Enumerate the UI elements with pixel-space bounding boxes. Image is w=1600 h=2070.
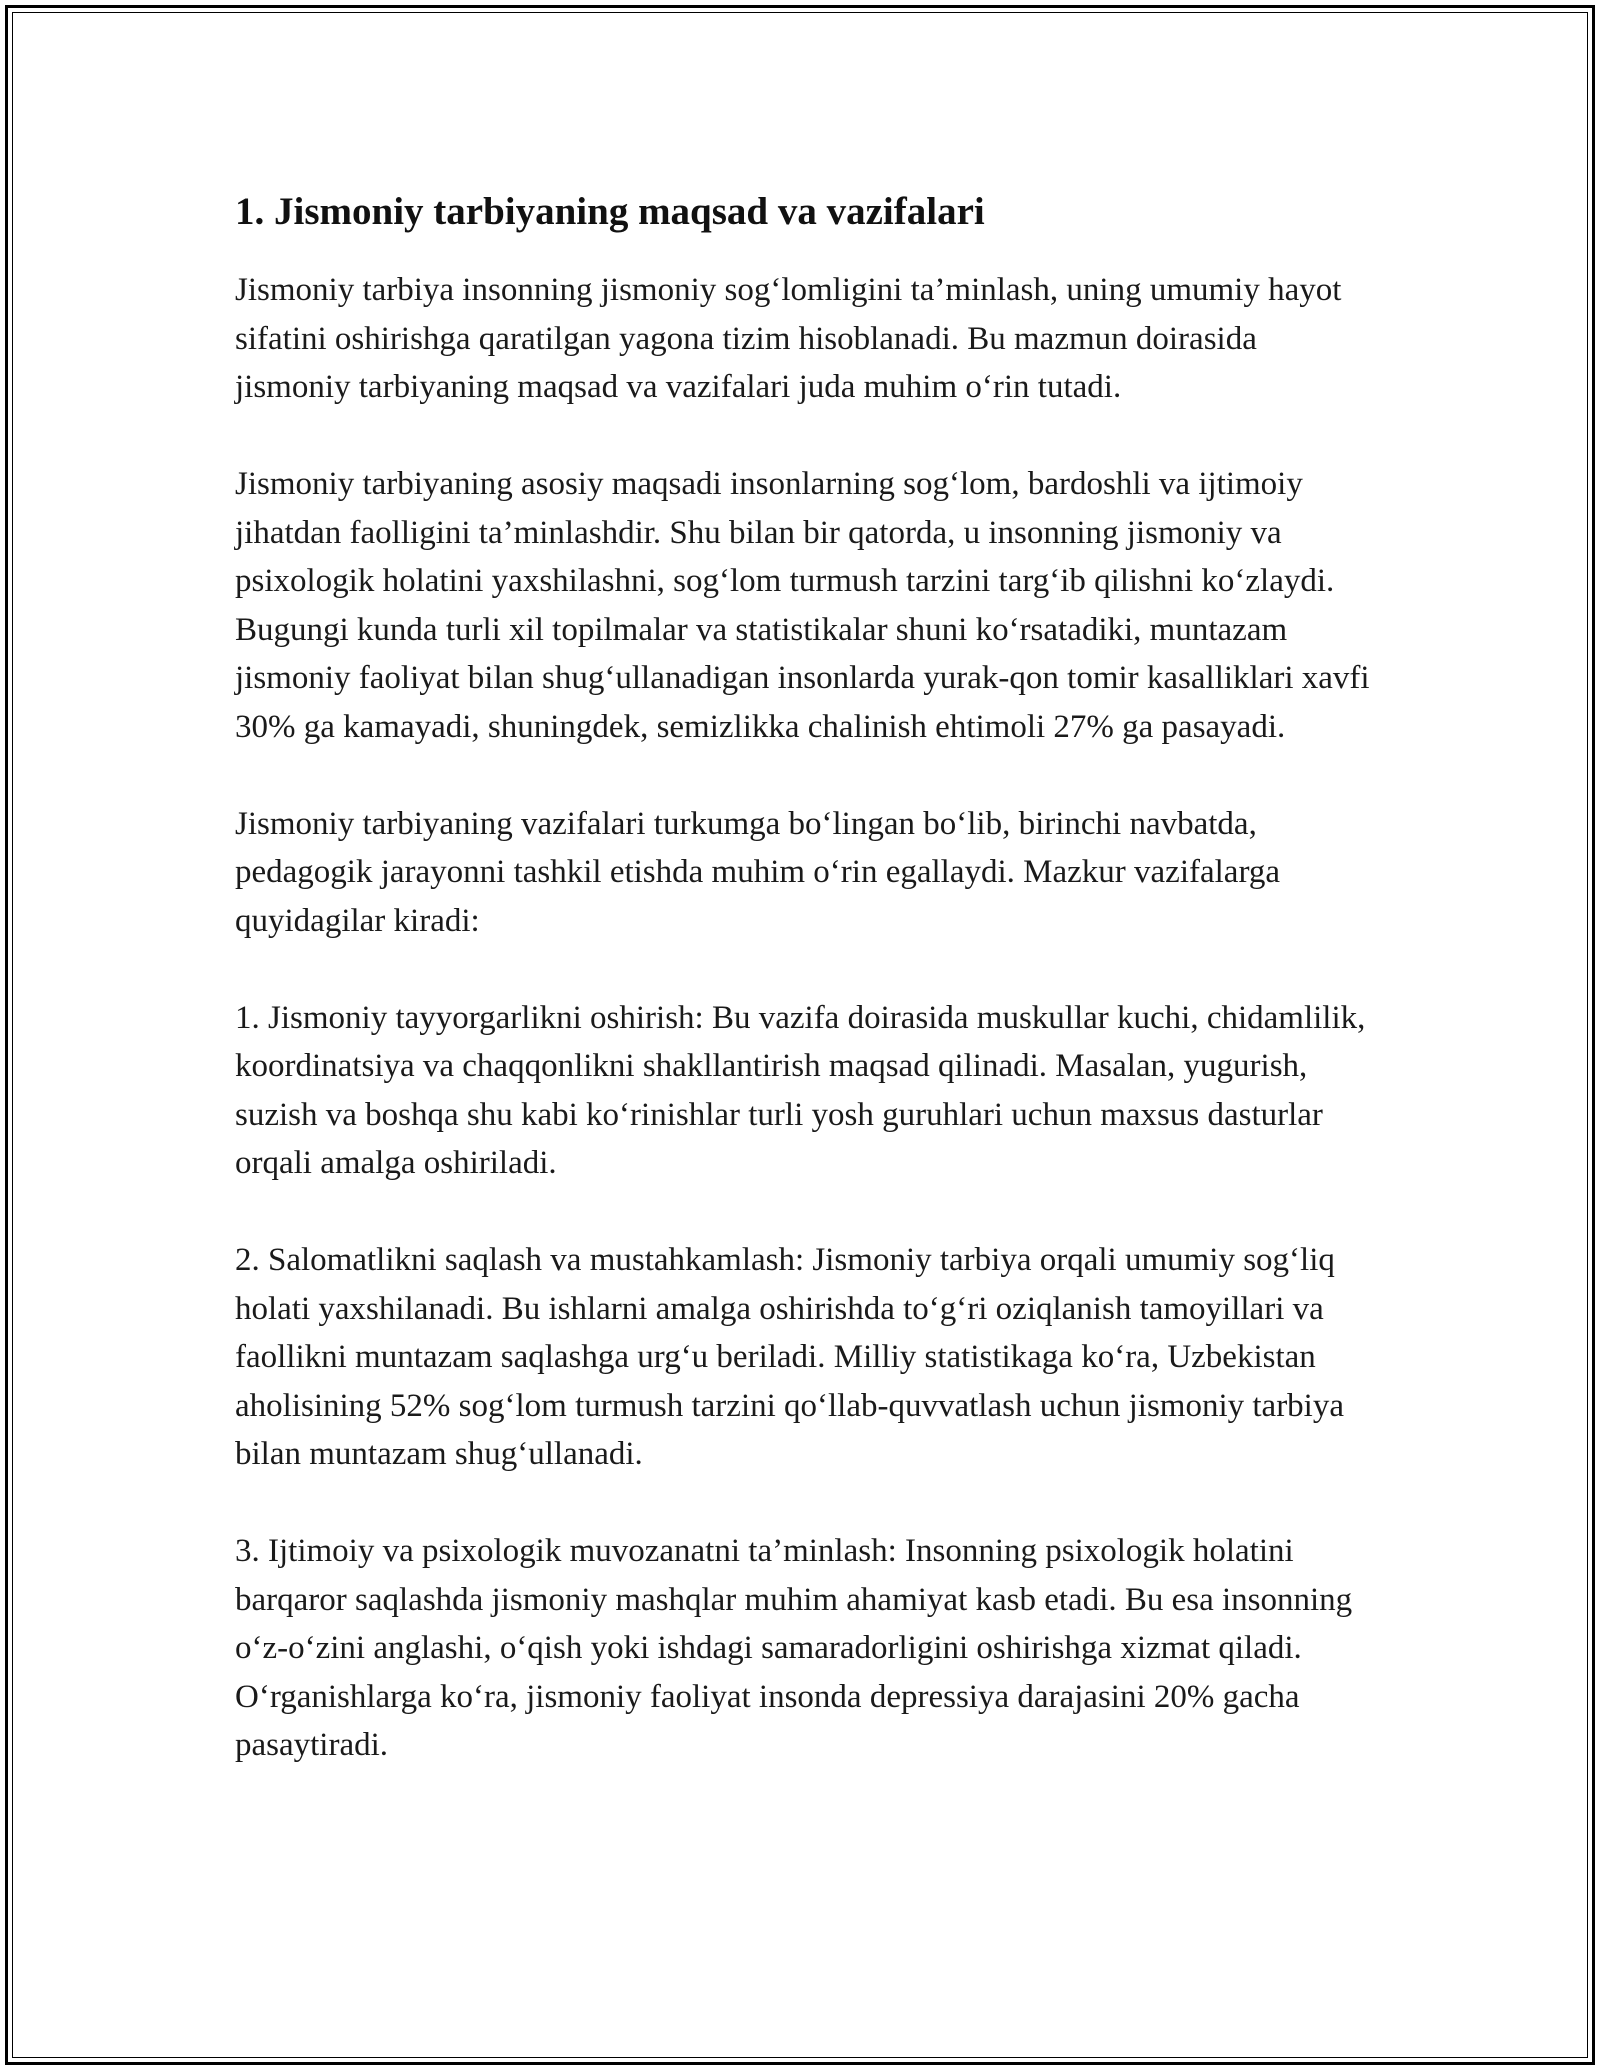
paragraph-task-2: 2. Salomatlikni saqlash va mustahkamlash: Jismoniy tarbiya orqali umumiy sog‘liq holati yaxshilanadi. Bu ishlarni amalga oshirishda to‘g‘ri oziqlanish tamoyillari va faollikni muntazam saqlashga urg‘u beriladi. Milliy statistikaga ko‘ra, Uzbekistan aholisining 52% sog‘lom turmush tarzini qo‘llab-quvvatlash uchun jismoniy tarbiya bilan muntazam shug‘ullanadi. [235, 1242, 1344, 1472]
paragraph-task-1: 1. Jismoniy tayyorgarlikni oshirish: Bu vazifa doirasida muskullar kuchi, chidamlilik, koordinatsiya va chaqqonlikni shakllantirish maqsad qilinadi. Masalan, yugurish, suzish va boshqa shu kabi ko‘rinishlar turli yosh guruhlari uchun maxsus dasturlar orqali amalga oshiriladi. [235, 999, 1366, 1181]
paragraph-tasks-intro: Jismoniy tarbiyaning vazifalari turkumga bo‘lingan bo‘lib, birinchi navbatda, pedagogik jarayonni tashkil etishda muhim o‘rin egallaydi. Mazkur vazifalarga quyidagilar kiradi: [235, 805, 1280, 939]
paragraph-main-goal: Jismoniy tarbiyaning asosiy maqsadi insonlarning sog‘lom, bardoshli va ijtimoiy jihatdan faolligini ta’minlashdir. Shu bilan bir qatorda, u insonning jismoniy va psixologik holatini yaxshilashni, sog‘lom turmush tarzini targ‘ib qilishni ko‘zlaydi. Bugungi kunda turli xil topilmalar va statistikalar shuni ko‘rsatadiki, muntazam jismoniy faoliyat bilan shug‘ullanadigan insonlarda yurak-qon tomir kasalliklari xavfi 30% ga kamayadi, shuningdek, semizlikka chalinish ehtimoli 27% ga pasayadi. [235, 466, 1370, 745]
document-body [235, 188, 1385, 1818]
paragraph-task-3: 3. Ijtimoiy va psixologik muvozanatni ta’minlash: Insonning psixologik holatini barqaror saqlashda jismoniy mashqlar muhim ahamiyat kasb etadi. Bu esa insonning o‘z-o‘zini anglashi, o‘qish yoki ishdagi samaradorligini oshirishga xizmat qiladi. O‘rganishlarga ko‘ra, jismoniy faoliyat insonda depressiya darajasini 20% gacha pasaytiradi. [235, 1533, 1353, 1763]
section-title: 1. Jismoniy tarbiyaning maqsad va vazifalari [235, 190, 985, 233]
paragraph-intro: Jismoniy tarbiya insonning jismoniy sog‘lomligini ta’minlash, uning umumiy hayot sifatini oshirishga qaratilgan yagona tizim hisoblanadi. Bu mazmun doirasida jismoniy tarbiyaning maqsad va vazifalari juda muhim o‘rin tutadi. [235, 272, 1342, 405]
